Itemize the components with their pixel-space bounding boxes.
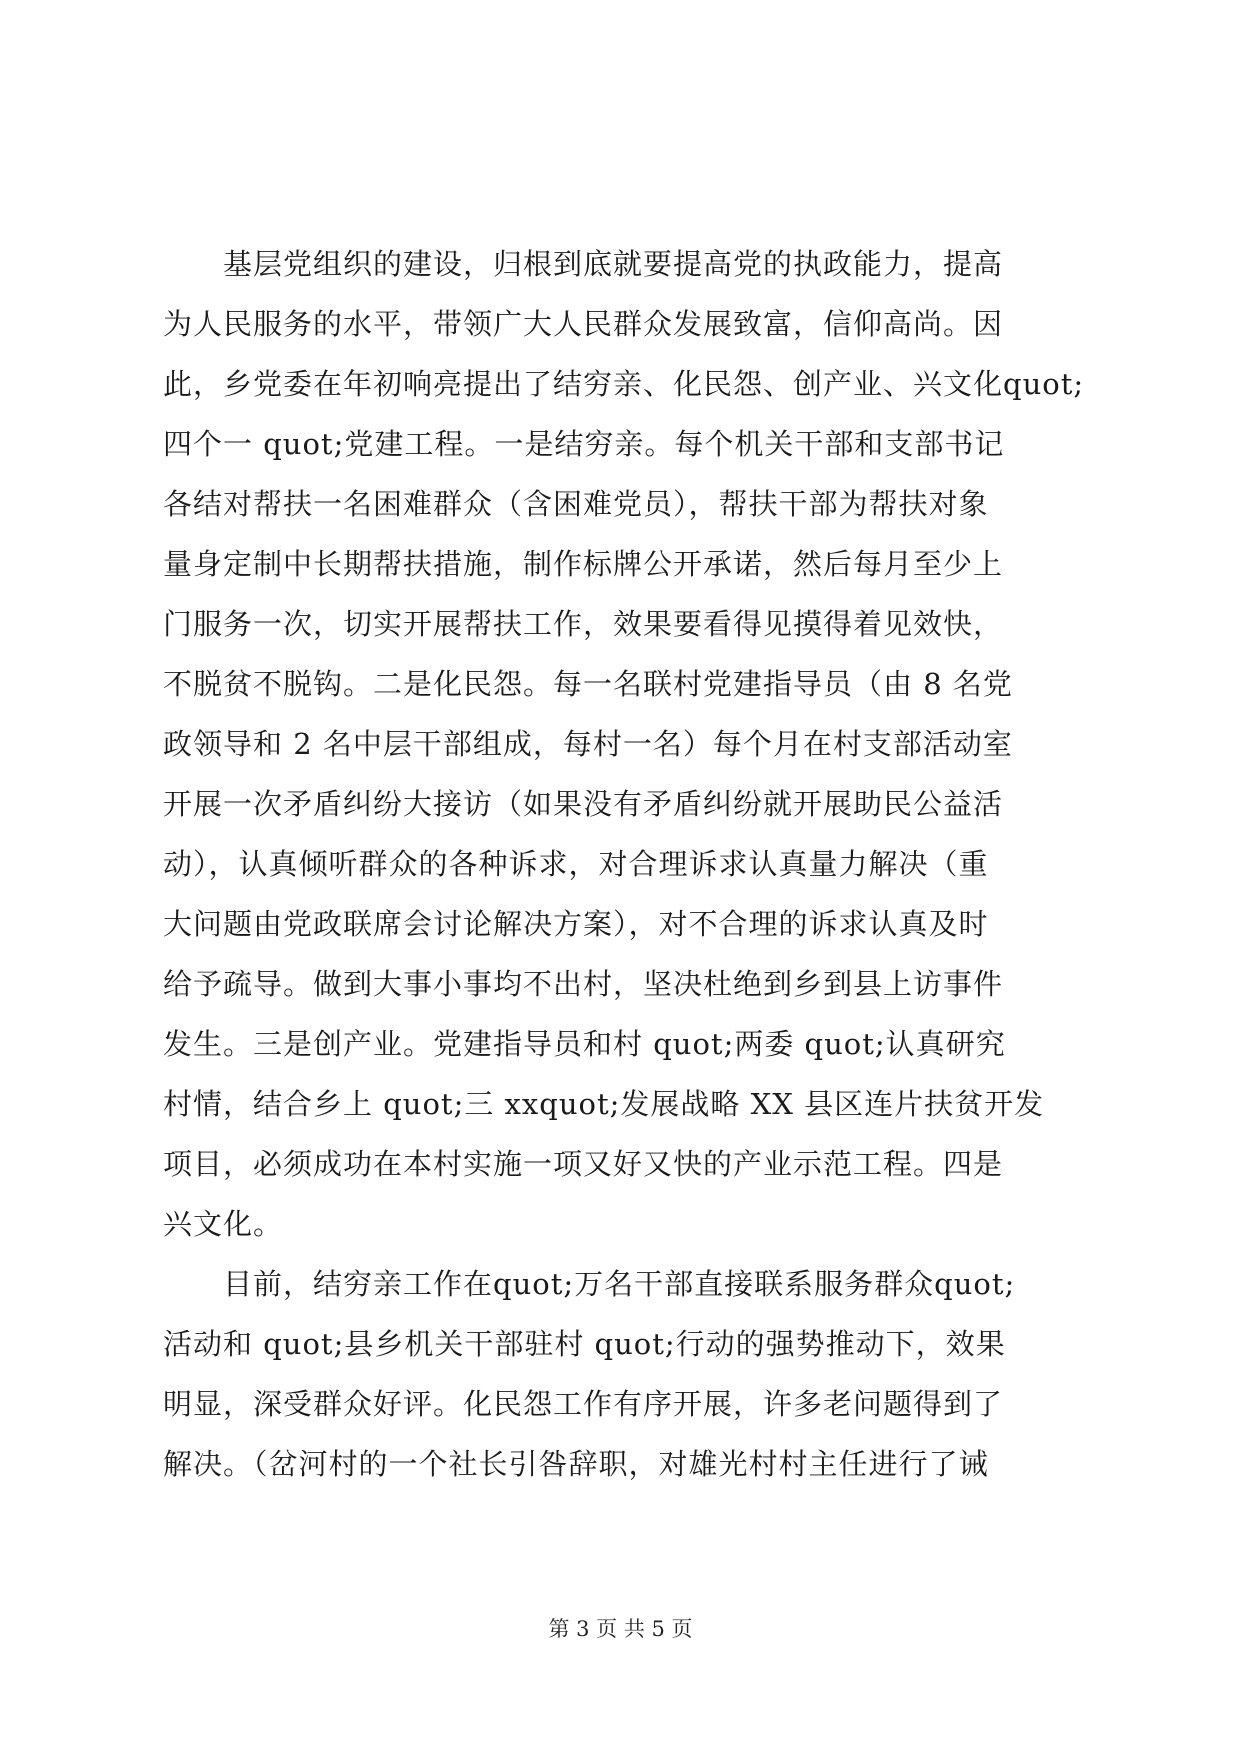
text-line: 不脱贫不脱钩。二是化民怨。每一名联村党建指导员（由 8 名党 (163, 667, 1013, 701)
text-line: 项目，必须成功在本村实施一项又好又快的产业示范工程。四是 (163, 1147, 1004, 1181)
text-line: 村情，结合乡上 quot;三 xxquot;发展战略 XX 县区连片扶贫开发 (163, 1087, 1045, 1121)
text-line: 量身定制中长期帮扶措施，制作标牌公开承诺，然后每月至少上 (163, 547, 1004, 581)
text-line: 政领导和 2 名中层干部组成，每村一名）每个月在村支部活动室 (163, 727, 1013, 761)
text-line: 动），认真倾听群众的各种诉求，对合理诉求认真量力解决（重 (163, 847, 989, 881)
text-line: 基层党组织的建设，归根到底就要提高党的执政能力，提高 (163, 247, 1004, 281)
text-line: 解决。（岔河村的一个社长引咎辞职，对雄光村村主任进行了诫 (163, 1447, 989, 1481)
text-line: 为人民服务的水平，带领广大人民群众发展致富，信仰高尚。因 (163, 307, 1004, 341)
text-line: 此，乡党委在年初响亮提出了结穷亲、化民怨、创产业、兴文化quot; (163, 367, 1085, 401)
text-line: 兴文化。 (163, 1207, 284, 1241)
text-line: 目前，结穷亲工作在quot;万名干部直接联系服务群众quot; (163, 1267, 1016, 1301)
text-line: 发生。三是创产业。党建指导员和村 quot;两委 quot;认真研究 (163, 1027, 1006, 1061)
text-line: 大问题由党政联席会讨论解决方案），对不合理的诉求认真及时 (163, 907, 989, 941)
text-line: 开展一次矛盾纠纷大接访（如果没有矛盾纠纷就开展助民公益活 (163, 787, 1004, 821)
text-line: 活动和 quot;县乡机关干部驻村 quot;行动的强势推动下，效果 (163, 1327, 1006, 1361)
text-line: 四个一 quot;党建工程。一是结穷亲。每个机关干部和支部书记 (163, 427, 1005, 461)
text-line: 明显，深受群众好评。化民怨工作有序开展，许多老问题得到了 (163, 1387, 1004, 1421)
text-line: 给予疏导。做到大事小事均不出村，坚决杜绝到乡到县上访事件 (163, 967, 1004, 1001)
text-line: 门服务一次，切实开展帮扶工作，效果要看得见摸得着见效快， (163, 607, 1004, 641)
text-line: 各结对帮扶一名困难群众（含困难党员），帮扶干部为帮扶对象 (163, 487, 989, 521)
page-number-footer: 第 3 页 共 5 页 (548, 1617, 693, 1641)
body-text (163, 234, 1083, 1494)
